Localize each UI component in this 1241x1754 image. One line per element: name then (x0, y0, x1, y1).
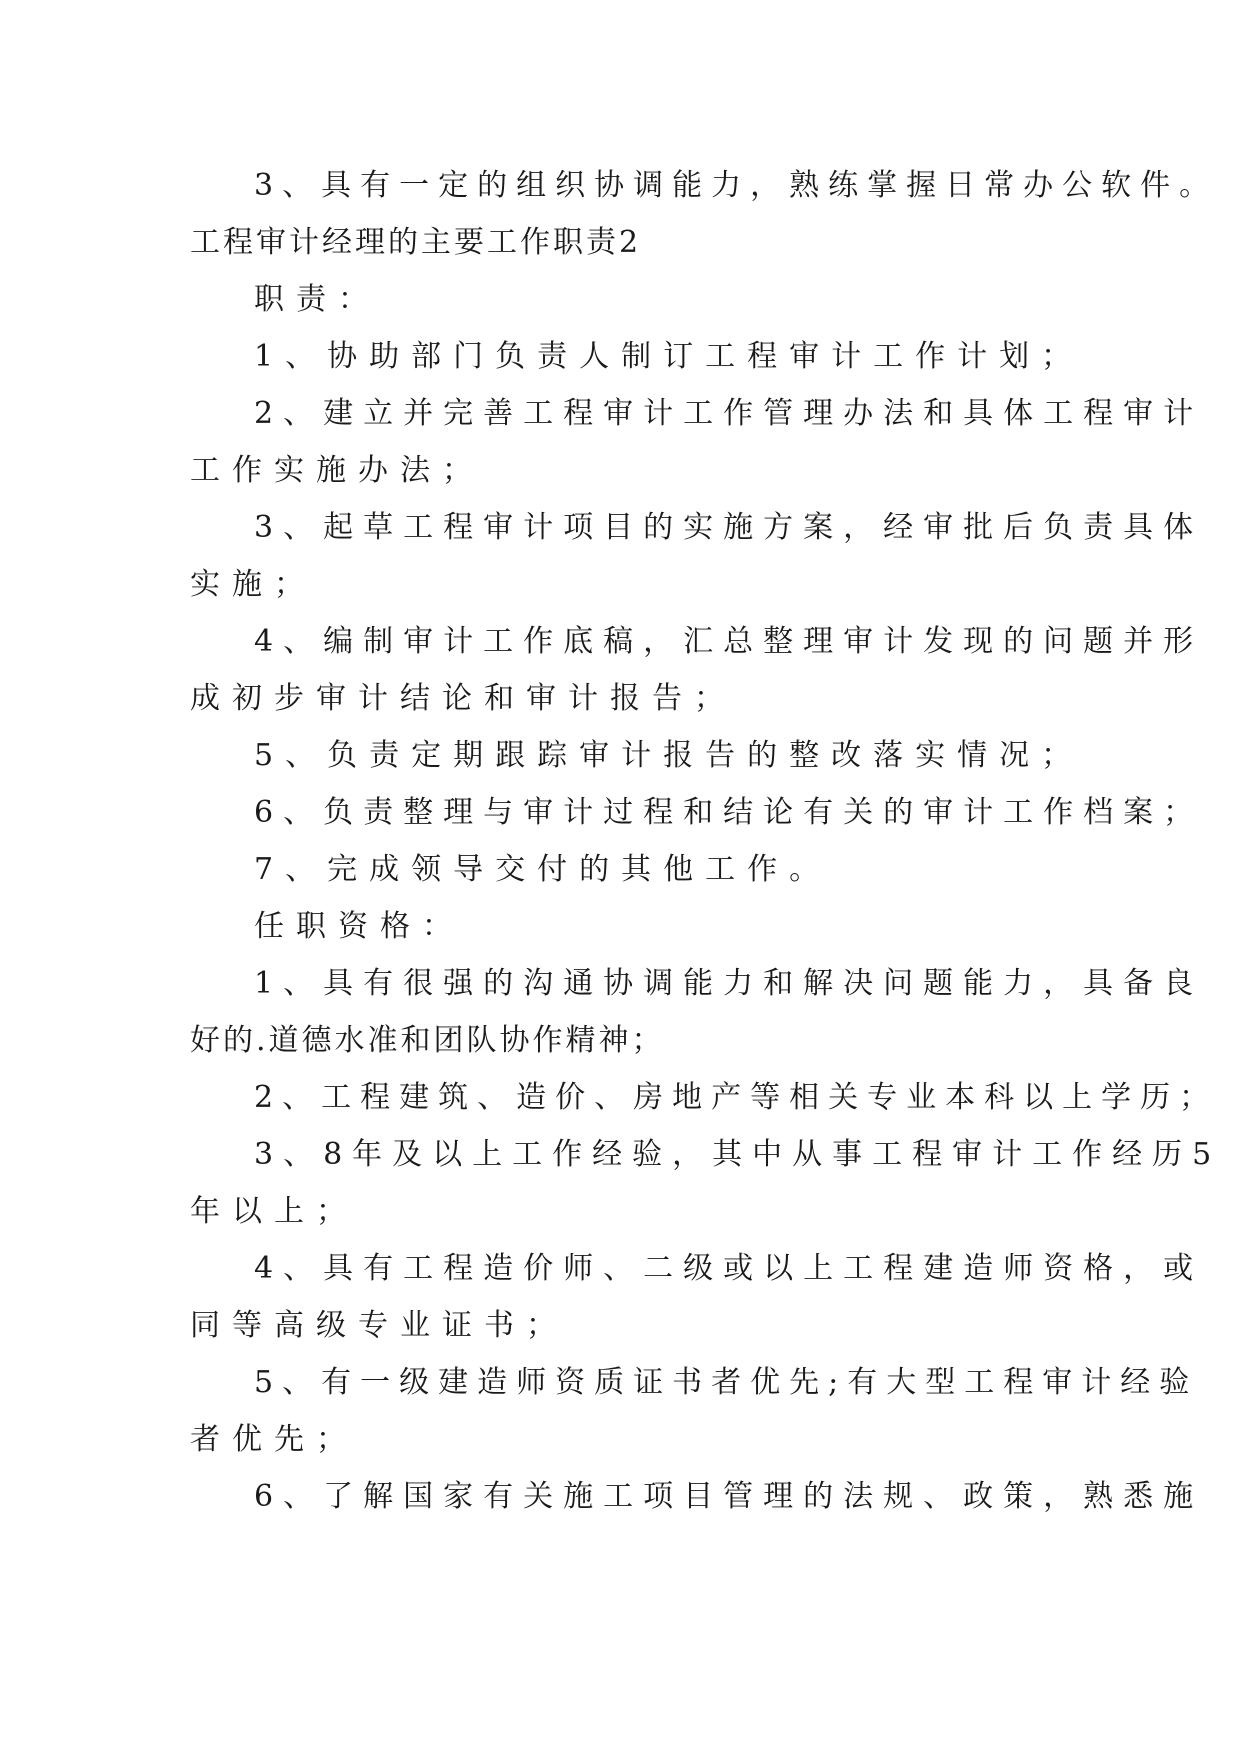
paragraph-line: 实施； (190, 567, 316, 602)
subheading-qualifications: 任职资格： (254, 909, 464, 944)
paragraph-line: 年以上； (190, 1194, 358, 1229)
paragraph-line: 5、负责定期跟踪审计报告的整改落实情况； (254, 738, 1084, 773)
paragraph-line: 6、负责整理与审计过程和结论有关的审计工作档案； (254, 795, 1204, 830)
subheading-duties: 职责： (254, 282, 380, 317)
paragraph-line: 成初步审计结论和审计报告； (190, 681, 736, 716)
paragraph-line: 2、建立并完善工程审计工作管理办法和具体工程审计 (254, 396, 1204, 431)
paragraph-line: 5、有一级建造师资质证书者优先;有大型工程审计经验 (254, 1365, 1199, 1400)
paragraph-line: 者优先； (190, 1422, 358, 1457)
paragraph-line: 1、具有很强的沟通协调能力和解决问题能力，具备良 (254, 966, 1204, 1001)
paragraph-line: 4、具有工程造价师、二级或以上工程建造师资格，或 (254, 1251, 1204, 1286)
paragraph-line: 3、8年及以上工作经验，其中从事工程审计工作经历5 (254, 1137, 1222, 1172)
paragraph-line: 6、了解国家有关施工项目管理的法规、政策，熟悉施 (254, 1479, 1204, 1514)
paragraph-line: 7、完成领导交付的其他工作。 (254, 852, 832, 887)
paragraph-line: 1、协助部门负责人制订工程审计工作计划； (254, 339, 1084, 374)
paragraph-line: 4、编制审计工作底稿，汇总整理审计发现的问题并形 (254, 624, 1204, 659)
paragraph-line: 工作实施办法； (190, 453, 484, 488)
paragraph-line: 3、起草工程审计项目的实施方案，经审批后负责具体 (254, 510, 1204, 545)
paragraph-line: 同等高级专业证书； (190, 1308, 568, 1343)
paragraph-line: 2、工程建筑、造价、房地产等相关专业本科以上学历； (254, 1080, 1219, 1115)
paragraph-line: 好的.道德水准和团队协作精神； (190, 1023, 665, 1058)
paragraph-line: 3、具有一定的组织协调能力，熟练掌握日常办公软件。 (254, 168, 1219, 203)
section-heading: 工程审计经理的主要工作职责2 (190, 225, 642, 260)
